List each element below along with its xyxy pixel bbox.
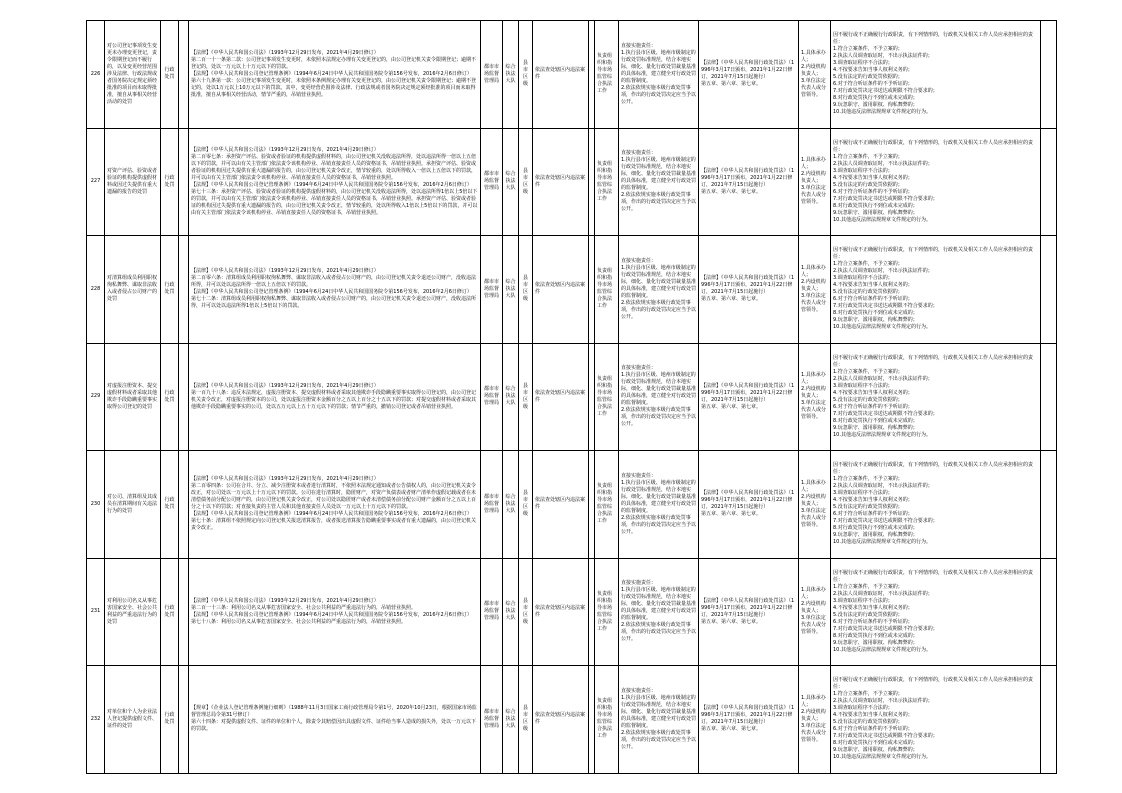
row-number: 229 bbox=[87, 343, 105, 451]
remarks-cell bbox=[1041, 451, 1057, 559]
accountable-persons: 1.具体承办人； 2.内设机构负责人； 3.单位法定代表人或分管领导。 bbox=[799, 451, 831, 559]
item-type: 行政处罚 bbox=[161, 666, 179, 774]
item-type: 行政处罚 bbox=[161, 558, 179, 666]
enforcement-scope: 依法查处辖区内违法案件 bbox=[533, 21, 589, 129]
legal-basis: 【法律】《中华人民共和国公司法》（1993年12月29日发布，2021年4月29日修订） 第一百九十八条：违反本法规定，虚报注册资本、提交虚假材料或者采取其他欺诈手段隐瞒重要事实取得公司登记的，由公司登记机关责令改正，对虚报注册资本的公司，处以虚报注册资本金额百分之五以上百分之十五以下的罚款；对提交虚假材料或者采取其他欺诈手段隐瞒重要事实的公司，处以五万元以上五十万元以下的罚款；情节严重的，撤销公司登记或者吊销营业执照。 bbox=[189, 343, 481, 451]
procedure-law: 【法律】《中华人民共和国行政处罚法》（1996年3月17日颁布，2021年1月22日修订，2021年7月15日起施行） 第五章、第六章、第七章。 bbox=[699, 128, 799, 236]
accountability-clauses: 因不履行或不正确履行行政职责，有下列情形的，行政机关及相关工作人员应承担相应的责任： 1.符合立案条件，不予立案的； 2.执法人员调查取证时，不出示执法证件的； 3.调查取证程序不合法的； 4.不按要求告知当事人权利义务的； 5.没有法定的行政处罚依据的； 6.对于符合听证条件的不予听证的； 7.对行政处罚决定书送达或期限不符合要求的； 8.对行政处罚执行不到位或未完成的； 9.玩忽职守、滥用职权、徇私舞弊的； 10.其他违反法律法规规章文件规定的行为。 bbox=[831, 666, 1041, 774]
procedure-law: 【法律】《中华人民共和国行政处罚法》（1996年3月17日颁布，2021年1月22日修订，2021年7月15日起施行） 第五章、第六章、第七章。 bbox=[699, 666, 799, 774]
enforcement-unit: 综合执法大队 bbox=[503, 128, 519, 236]
enforcement-scope: 依法查处辖区内违法案件 bbox=[533, 128, 589, 236]
row-number: 231 bbox=[87, 558, 105, 666]
department: 都市市场监督管理局 bbox=[481, 558, 503, 666]
admin-level: 县市区级 bbox=[519, 21, 533, 129]
admin-level: 县市区级 bbox=[519, 558, 533, 666]
blank-cell bbox=[179, 451, 189, 559]
blank-cell bbox=[179, 128, 189, 236]
remarks-cell bbox=[1041, 236, 1057, 344]
remarks-cell bbox=[1041, 558, 1057, 666]
procedure-law: 【法律】《中华人民共和国行政处罚法》（1996年3月17日颁布，2021年1月22日修订，2021年7月15日起施行） 第五章、第六章、第七章。 bbox=[699, 451, 799, 559]
item-name: 对资产评估、验资或者验证的机构提供虚假材料或因过失提供有重大遗漏的报告的处罚 bbox=[105, 128, 161, 236]
enforcement-scope: 依法查处辖区内违法案件 bbox=[533, 236, 589, 344]
table-row bbox=[87, 451, 1057, 559]
legal-basis: 【法律】《中华人民共和国公司法》（1993年12月29日发布，2021年4月29日修订） 第二百一十一条第二款：公司登记事项发生变更时，未依照本法规定办理有关变更登记的，由公司登记机关责令限期登记；逾期不登记的，处以一万元以上十万元以下的罚款。 【法规】《中华人民共和国公司登记管理条例》（1994年6月24日中华人民共和国国务院令第156号发布，2016年2月6日修订） 第六十九条第一款：公司登记事项发生变更时，未依照本条例规定办理有关变更登记的，由公司登记机关责令限期登记；逾期不登记的，处以1万元以上10万元以下的罚款。其中，变更经营范围涉及法律、行政法规或者国务院决定规定须经批准的项目而未取得批准，擅自从事相关经营活动，情节严重的，吊销营业执照。 bbox=[189, 21, 481, 129]
blank-cell bbox=[179, 558, 189, 666]
internal-responsibility: 负责组织和指导市场监管综合执法工作 bbox=[595, 236, 619, 344]
accountable-persons: 1.具体承办人； 2.内设机构负责人； 3.单位法定代表人或分管领导。 bbox=[799, 236, 831, 344]
row-number: 226 bbox=[87, 21, 105, 129]
accountable-persons: 1.具体承办人； 2.内设机构负责人； 3.单位法定代表人或分管领导。 bbox=[799, 21, 831, 129]
admin-level: 县市区级 bbox=[519, 343, 533, 451]
admin-level: 县市区级 bbox=[519, 236, 533, 344]
enforcement-unit: 综合执法大队 bbox=[503, 451, 519, 559]
accountability-clauses: 因不履行或不正确履行行政职责，有下列情形的，行政机关及相关工作人员应承担相应的责任： 1.符合立案条件，不予立案的； 2.执法人员调查取证时，不出示执法证件的； 3.调查取证程序不合法的； 4.不按要求告知当事人权利义务的； 5.没有法定的行政处罚依据的； 6.对于符合听证条件的不予听证的； 7.对行政处罚决定书送达或期限不符合要求的； 8.对行政处罚执行不到位或未完成的； 9.玩忽职守、滥用职权、徇私舞弊的； 10.其他违反法律法规规章文件规定的行为。 bbox=[831, 128, 1041, 236]
row-number: 228 bbox=[87, 236, 105, 344]
table-row bbox=[87, 128, 1057, 236]
accountable-persons: 1.具体承办人； 2.内设机构负责人； 3.单位法定代表人或分管领导。 bbox=[799, 666, 831, 774]
accountability-clauses: 因不履行或不正确履行行政职责，有下列情形的，行政机关及相关工作人员应承担相应的责任： 1.符合立案条件，不予立案的； 2.执法人员调查取证时，不出示执法证件的； 3.调查取证程序不合法的； 4.不按要求告知当事人权利义务的； 5.没有法定的行政处罚依据的； 6.对于符合听证条件的不予听证的； 7.对行政处罚决定书送达或期限不符合要求的； 8.对行政处罚执行不到位或未完成的； 9.玩忽职守、滥用职权、徇私舞弊的； 10.其他违反法律法规规章文件规定的行为。 bbox=[831, 343, 1041, 451]
item-name: 对虚报注册资本、提交虚假材料或者采取其他欺诈手段隐瞒重要事实取得公司登记的处罚 bbox=[105, 343, 161, 451]
table-row bbox=[87, 236, 1057, 344]
table-row bbox=[87, 558, 1057, 666]
admin-level: 县市区级 bbox=[519, 451, 533, 559]
responsibility-table bbox=[86, 20, 1057, 774]
table-row bbox=[87, 343, 1057, 451]
item-name: 对公司登记事项发生变更未办理变更登记，责令限期登记而不履行的，以及变更经营范围涉及法律、行政法规或者国务院决定规定须经批准的项目而未取得批准，擅自从事相关经营活动的处罚 bbox=[105, 21, 161, 129]
implementation-duty: 直接实施责任： 1.执行县市区级、地州市级制定的行政处罚标准规范，结合本地实际，细化、量化行政处罚裁量基准的具体标准，建立健全对行政处罚的监督制度。 2.依法依规实施本级行政处罚事项，作出的行政处罚决定应当予以公开。 bbox=[619, 128, 699, 236]
blank-cell bbox=[179, 343, 189, 451]
table-row bbox=[87, 21, 1057, 129]
department: 都市市场监督管理局 bbox=[481, 666, 503, 774]
implementation-duty: 直接实施责任： 1.执行县市区级、地州市级制定的行政处罚标准规范，结合本地实际，细化、量化行政处罚裁量基准的具体标准，建立健全对行政处罚的监督制度。 2.依法依规实施本级行政处罚事项，作出的行政处罚决定应当予以公开。 bbox=[619, 236, 699, 344]
internal-responsibility: 负责组织和指导市场监管综合执法工作 bbox=[595, 666, 619, 774]
legal-basis: 【规章】《企业法人登记管理条例施行细则》（1988年11月3日国家工商行政管理局令第1号，2020年10月23日，根据国家市场监督管理总局令第31号修订） 第六十四条：对提供虚假文件、证件的单位和个人，除责令其赔偿因出具虚假文件、证件给当事人造成的损失外，处以一万元以下的罚款。 bbox=[189, 666, 481, 774]
legal-basis: 【法律】《中华人民共和国公司法》（1993年12月29日发布，2021年4月29日修订） 第二百零七条：承担资产评估、验资或者验证的机构提供虚假材料的，由公司登记机关没收违法所得，处以违法所得一倍以上五倍以下的罚款，并可以由有关主管部门依法责令该机构停业、吊销直接责任人员的资格证书，吊销营业执照。承担资产评估、验资或者验证的机构因过失提供有重大遗漏的报告的，由公司登记机关责令改正，情节较重的，处以所得收入一倍以上五倍以下的罚款，并可以由有关主管部门依法责令该机构停业、吊销直接责任人员的资格证书，吊销营业执照。 【法规】《中华人民共和国公司登记管理条例》（1994年6月24日中华人民共和国国务院令第156号发布，2016年2月6日修订） 第七十三条：承担资产评估、验资或者验证的机构提供虚假材料的，由公司登记机关没收违法所得，处以违法所得1倍以上5倍以下的罚款，并可以由有关主管部门依法责令该机构停业、吊销直接责任人员的资格证书，吊销营业执照。承担资产评估、验资或者验证的机构因过失提供有重大遗漏的报告的，由公司登记机关责令改正，情节较重的，处以所得收入1倍以上5倍以下的罚款，并可以由有关主管部门依法责令该机构停业、吊销直接责任人员的资格证书，吊销营业执照。 bbox=[189, 128, 481, 236]
implementation-duty: 直接实施责任： 1.执行县市区级、地州市级制定的行政处罚标准规范，结合本地实际，细化、量化行政处罚裁量基准的具体标准，建立健全对行政处罚的监督制度。 2.依法依规实施本级行政处罚事项，作出的行政处罚决定应当予以公开。 bbox=[619, 666, 699, 774]
enforcement-unit: 综合执法大队 bbox=[503, 558, 519, 666]
remarks-cell bbox=[1041, 666, 1057, 774]
implementation-duty: 直接实施责任： 1.执行县市区级、地州市级制定的行政处罚标准规范，结合本地实际，细化、量化行政处罚裁量基准的具体标准，建立健全对行政处罚的监督制度。 2.依法依规实施本级行政处罚事项，作出的行政处罚决定应当予以公开。 bbox=[619, 451, 699, 559]
accountability-clauses: 因不履行或不正确履行行政职责，有下列情形的，行政机关及相关工作人员应承担相应的责任： 1.符合立案条件，不予立案的； 2.执法人员调查取证时，不出示执法证件的； 3.调查取证程序不合法的； 4.不按要求告知当事人权利义务的； 5.没有法定的行政处罚依据的； 6.对于符合听证条件的不予听证的； 7.对行政处罚决定书送达或期限不符合要求的； 8.对行政处罚执行不到位或未完成的； 9.玩忽职守、滥用职权、徇私舞弊的； 10.其他违反法律法规规章文件规定的行为。 bbox=[831, 21, 1041, 129]
enforcement-scope: 依法查处辖区内违法案件 bbox=[533, 343, 589, 451]
remarks-cell bbox=[1041, 128, 1057, 236]
accountability-clauses: 因不履行或不正确履行行政职责，有下列情形的，行政机关及相关工作人员应承担相应的责任： 1.符合立案条件，不予立案的； 2.执法人员调查取证时，不出示执法证件的； 3.调查取证程序不合法的； 4.不按要求告知当事人权利义务的； 5.没有法定的行政处罚依据的； 6.对于符合听证条件的不予听证的； 7.对行政处罚决定书送达或期限不符合要求的； 8.对行政处罚执行不到位或未完成的； 9.玩忽职守、滥用职权、徇私舞弊的； 10.其他违反法律法规规章文件规定的行为。 bbox=[831, 236, 1041, 344]
department: 都市市场监督管理局 bbox=[481, 21, 503, 129]
enforcement-unit: 综合执法大队 bbox=[503, 21, 519, 129]
item-name: 对利用公司名义从事危害国家安全、社会公共利益的严重违法行为的处罚 bbox=[105, 558, 161, 666]
item-name: 对公司、清算组及其成员在清算期间有关违法行为的处罚 bbox=[105, 451, 161, 559]
row-number: 232 bbox=[87, 666, 105, 774]
item-type: 行政处罚 bbox=[161, 451, 179, 559]
remarks-cell bbox=[1041, 21, 1057, 129]
enforcement-unit: 综合执法大队 bbox=[503, 343, 519, 451]
department: 都市市场监督管理局 bbox=[481, 451, 503, 559]
department: 都市市场监督管理局 bbox=[481, 343, 503, 451]
enforcement-unit: 综合执法大队 bbox=[503, 236, 519, 344]
item-type: 行政处罚 bbox=[161, 236, 179, 344]
row-number: 230 bbox=[87, 451, 105, 559]
internal-responsibility: 负责组织和指导市场监管综合执法工作 bbox=[595, 558, 619, 666]
row-number: 227 bbox=[87, 128, 105, 236]
remarks-cell bbox=[1041, 343, 1057, 451]
procedure-law: 【法律】《中华人民共和国行政处罚法》（1996年3月17日颁布，2021年1月22日修订，2021年7月15日起施行） 第五章、第六章、第七章。 bbox=[699, 558, 799, 666]
enforcement-scope: 依法查处辖区内违法案件 bbox=[533, 451, 589, 559]
legal-basis: 【法律】《中华人民共和国公司法》（1993年12月29日发布，2021年4月29日修订） 第二百零四条：公司在合并、分立、减少注册资本或者进行清算时，不依照本法规定通知或者公告债权人的，由公司登记机关责令改正，对公司处以一万元以上十万元以下的罚款。公司在进行清算时，隐匿财产，对资产负债表或者财产清单作虚假记载或者在未清偿债务前分配公司财产的，由公司登记机关责令改正，对公司处以隐匿财产或者未清偿债务前分配公司财产金额百分之五以上百分之十以下的罚款；对直接负责的主管人员和其他直接责任人员处以一万元以上十万元以下的罚款。 【法规】《中华人民共和国公司登记管理条例》（1994年6月24日中华人民共和国国务院令第156号发布，2016年2月6日修订） 第七十条：清算组不依照规定向公司登记机关报送清算报告，或者报送清算报告隐瞒重要事实或者有重大遗漏的，由公司登记机关责令改正。 bbox=[189, 451, 481, 559]
enforcement-scope: 依法查处辖区内违法案件 bbox=[533, 558, 589, 666]
accountable-persons: 1.具体承办人； 2.内设机构负责人； 3.单位法定代表人或分管领导。 bbox=[799, 343, 831, 451]
item-type: 行政处罚 bbox=[161, 128, 179, 236]
procedure-law: 【法律】《中华人民共和国行政处罚法》（1996年3月17日颁布，2021年1月22日修订，2021年7月15日起施行） 第五章、第六章、第七章。 bbox=[699, 236, 799, 344]
implementation-duty: 直接实施责任： 1.执行县市区级、地州市级制定的行政处罚标准规范，结合本地实际，细化、量化行政处罚裁量基准的具体标准，建立健全对行政处罚的监督制度。 2.依法依规实施本级行政处罚事项，作出的行政处罚决定应当予以公开。 bbox=[619, 343, 699, 451]
item-type: 行政处罚 bbox=[161, 21, 179, 129]
implementation-duty: 直接实施责任： 1.执行县市区级、地州市级制定的行政处罚标准规范，结合本地实际，细化、量化行政处罚裁量基准的具体标准，建立健全对行政处罚的监督制度。 2.依法依规实施本级行政处罚事项，作出的行政处罚决定应当予以公开。 bbox=[619, 558, 699, 666]
procedure-law: 【法律】《中华人民共和国行政处罚法》（1996年3月17日颁布，2021年1月22日修订，2021年7月15日起施行） 第五章、第六章、第七章。 bbox=[699, 21, 799, 129]
blank-cell bbox=[179, 21, 189, 129]
accountability-clauses: 因不履行或不正确履行行政职责，有下列情形的，行政机关及相关工作人员应承担相应的责任： 1.符合立案条件，不予立案的； 2.执法人员调查取证时，不出示执法证件的； 3.调查取证程序不合法的； 4.不按要求告知当事人权利义务的； 5.没有法定的行政处罚依据的； 6.对于符合听证条件的不予听证的； 7.对行政处罚决定书送达或期限不符合要求的； 8.对行政处罚执行不到位或未完成的； 9.玩忽职守、滥用职权、徇私舞弊的； 10.其他违反法律法规规章文件规定的行为。 bbox=[831, 558, 1041, 666]
item-name: 对清算组成员利用职权徇私舞弊、谋取非法收入或者侵占公司财产的处罚 bbox=[105, 236, 161, 344]
accountability-clauses: 因不履行或不正确履行行政职责，有下列情形的，行政机关及相关工作人员应承担相应的责任： 1.符合立案条件，不予立案的； 2.执法人员调查取证时，不出示执法证件的； 3.调查取证程序不合法的； 4.不按要求告知当事人权利义务的； 5.没有法定的行政处罚依据的； 6.对于符合听证条件的不予听证的； 7.对行政处罚决定书送达或期限不符合要求的； 8.对行政处罚执行不到位或未完成的； 9.玩忽职守、滥用职权、徇私舞弊的； 10.其他违反法律法规规章文件规定的行为。 bbox=[831, 451, 1041, 559]
internal-responsibility: 负责组织和指导市场监管综合执法工作 bbox=[595, 451, 619, 559]
legal-basis: 【法律】《中华人民共和国公司法》（1993年12月29日发布，2021年4月29日修订） 第二百一十三条：利用公司名义从事危害国家安全、社会公共利益的严重违法行为的，吊销营业执照。 【法规】《中华人民共和国公司登记管理条例》（1994年6月24日中华人民共和国国务院令第156号发布，2016年2月6日修订） 第七十八条：利用公司名义从事危害国家安全、社会公共利益的严重违法行为的，吊销营业执照。 bbox=[189, 558, 481, 666]
table-row bbox=[87, 666, 1057, 774]
item-type: 行政处罚 bbox=[161, 343, 179, 451]
implementation-duty: 直接实施责任： 1.执行县市区级、地州市级制定的行政处罚标准规范，结合本地实际，细化、量化行政处罚裁量基准的具体标准，建立健全对行政处罚的监督制度。 2.依法依规实施本级行政处罚事项，作出的行政处罚决定应当予以公开。 bbox=[619, 21, 699, 129]
admin-level: 县市区级 bbox=[519, 128, 533, 236]
department: 都市市场监督管理局 bbox=[481, 236, 503, 344]
legal-basis: 【法律】《中华人民共和国公司法》（1993年12月29日发布，2021年4月29日修订） 第二百零六条：清算组成员利用职权徇私舞弊、谋取非法收入或者侵占公司财产的，由公司登记机关责令退还公司财产，没收违法所得，并可以处以违法所得一倍以上五倍以下的罚款。 【法规】《中华人民共和国公司登记管理条例》（1994年6月24日中华人民共和国国务院令第156号发布，2016年2月6日修订） 第七十二条：清算组成员利用职权徇私舞弊、谋取非法收入或者侵占公司财产的，由公司登记机关责令退还公司财产，没收违法所得，并可以处以违法所得1倍以上5倍以下的罚款。 bbox=[189, 236, 481, 344]
admin-level: 县市区级 bbox=[519, 666, 533, 774]
accountable-persons: 1.具体承办人； 2.内设机构负责人； 3.单位法定代表人或分管领导。 bbox=[799, 558, 831, 666]
department: 都市市场监督管理局 bbox=[481, 128, 503, 236]
item-name: 对单位和个人为企业法人登记提供虚假文件、证件的处罚 bbox=[105, 666, 161, 774]
enforcement-scope: 依法查处辖区内违法案件 bbox=[533, 666, 589, 774]
enforcement-unit: 综合执法大队 bbox=[503, 666, 519, 774]
accountable-persons: 1.具体承办人； 2.内设机构负责人； 3.单位法定代表人或分管领导。 bbox=[799, 128, 831, 236]
blank-cell bbox=[179, 666, 189, 774]
blank-cell bbox=[179, 236, 189, 344]
internal-responsibility: 负责组织和指导市场监管综合执法工作 bbox=[595, 343, 619, 451]
internal-responsibility: 负责组织和指导市场监管综合执法工作 bbox=[595, 21, 619, 129]
procedure-law: 【法律】《中华人民共和国行政处罚法》（1996年3月17日颁布，2021年1月22日修订，2021年7月15日起施行） 第五章、第六章、第七章。 bbox=[699, 343, 799, 451]
internal-responsibility: 负责组织和指导市场监管综合执法工作 bbox=[595, 128, 619, 236]
